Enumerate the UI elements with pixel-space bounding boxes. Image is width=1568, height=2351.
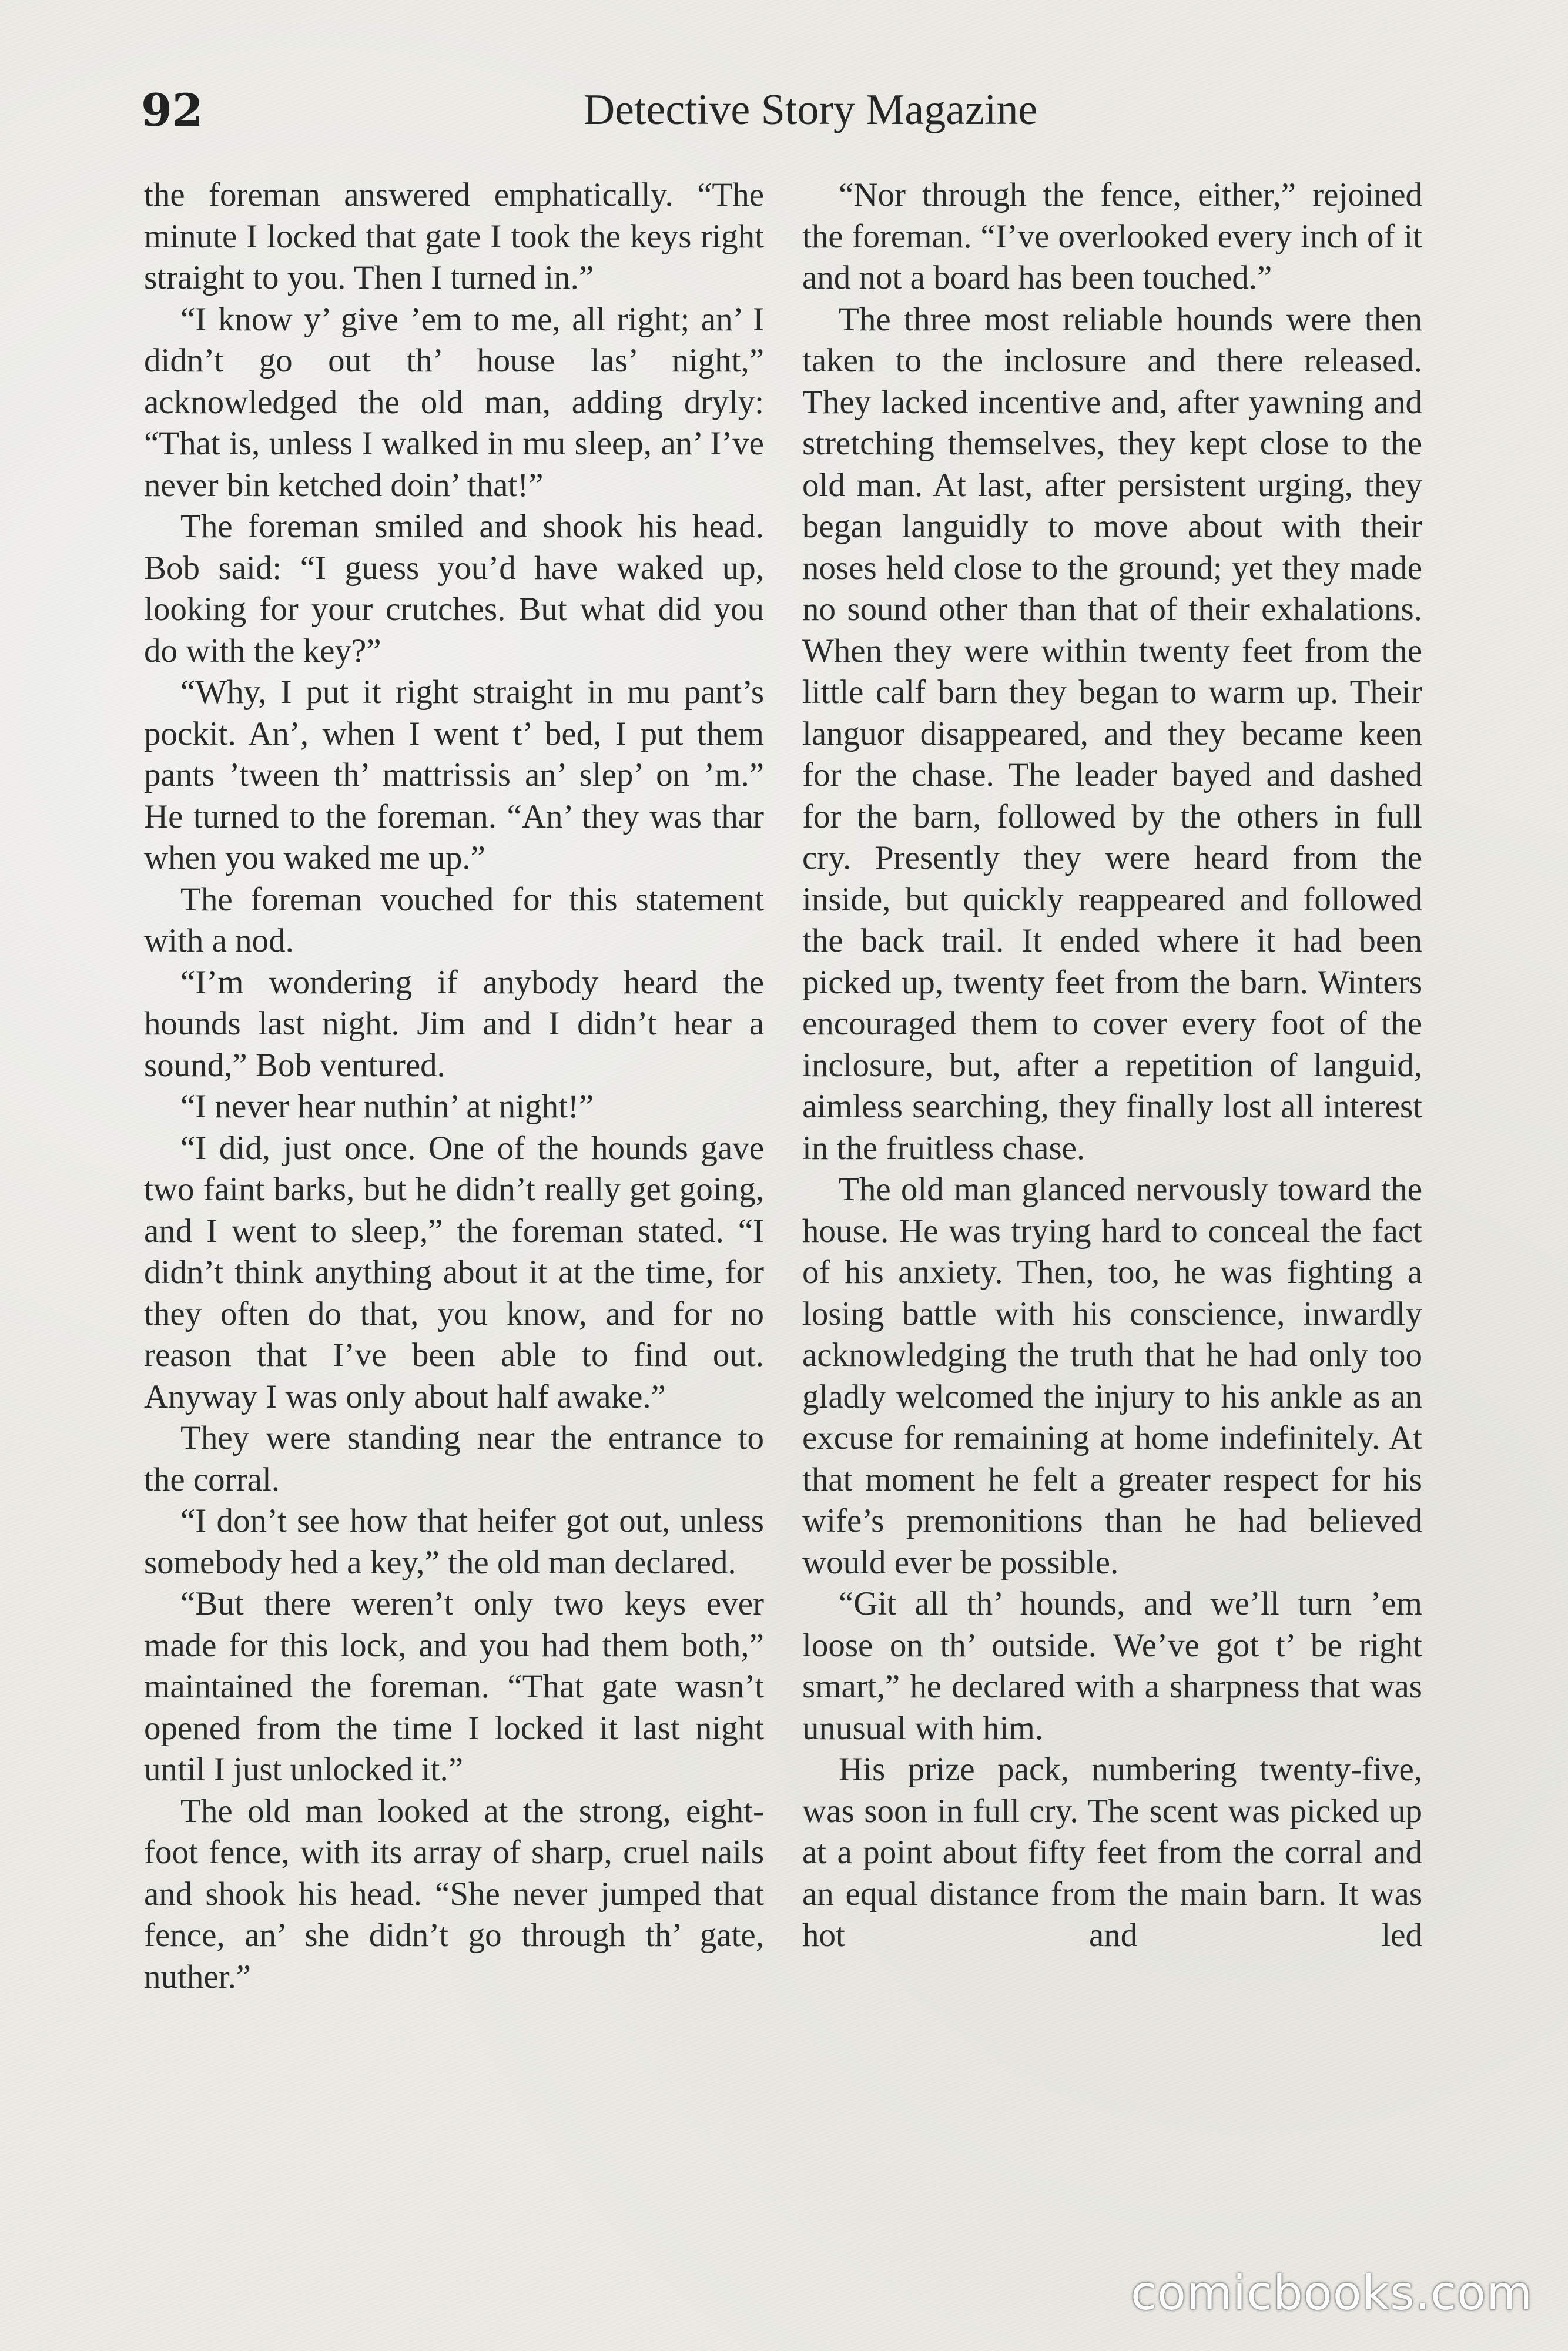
running-title: Detective Story Magazine [583, 86, 1038, 134]
paragraph: “I did, just once. One of the hounds gave two faint barks, but he didn’t really get going, and I went to sleep,” the foreman stated. “I didn’t think anything about it at the time, for they often do that, you know, and for no reason that I’ve been able to find out. Anyway I was only about half awake.” [144, 1129, 764, 1415]
paragraph: “I’m wondering if anybody heard the hounds last night. Jim and I didn’t hear a sound,” Bob ventured. [144, 963, 764, 1084]
paragraph: “I know y’ give ’em to me, all right; an’ I didn’t go out th’ house las’ night,” acknowledged the old man, adding dryly: “That is, unless I walked in mu sleep, an’ I’ve never bin ketched doin’ that!” [144, 300, 764, 504]
left-column [144, 175, 764, 1998]
paragraph: The old man glanced nervously toward the house. He was trying hard to conceal the fact of his anxiety. Then, too, he was fighting a losing battle with his conscience, inwardly acknowledging the truth that he had only too gladly welcomed the injury to his ankle as an excuse for remaining at home indefinitely. At that moment he felt a greater respect for his wife’s premonitions than he had believed would ever be possible. [802, 1171, 1422, 1581]
watermark-logo: comicbooks.com [1130, 2266, 1533, 2320]
paragraph: the foreman answered emphatically. “The minute I locked that gate I took the keys right straight to you. Then I turned in.” [144, 176, 764, 296]
paragraph: “Why, I put it right straight in mu pant’s pockit. An’, when I went t’ bed, I put them pants ’tween th’ mattrissis an’ slep’ on ’m.” He turned to the foreman. “An’ they was thar when you waked me up.” [144, 674, 764, 876]
paragraph: The three most reliable hounds were then taken to the inclosure and there released. They lacked incentive and, after yawning and stretching themselves, they kept close to the old man. At last, after persistent urging, they began languidly to move about with their noses held close to the ground; yet they made no sound other than that of their exhalations. When they were within twenty feet from the little calf barn they began to warm up. Their languor disappeared, and they became keen for the chase. The leader bayed and dashed for the barn, followed by the others in full cry. Presently they were heard from the inside, but quickly reappeared and followed the back trail. It ended where it had been picked up, twenty feet from the barn. Winters encouraged them to cover every foot of the inclosure, but, after a repetition of languid, aimless searching, they finally lost all interest in the fruitless chase. [802, 300, 1422, 1167]
paragraph: “Git all th’ hounds, and we’ll turn ’em loose on th’ outside. We’ve got t’ be right smart,” he declared with a sharpness that was unusual with him. [802, 1585, 1422, 1747]
page-number: 92 [141, 84, 203, 136]
paragraph: The foreman smiled and shook his head. Bob said: “I guess you’d have waked up, looking for your crutches. But what did you do with the key?” [144, 508, 764, 669]
paragraph: His prize pack, numbering twenty-five, was soon in full cry. The scent was picked up at a point about fifty feet from the corral and an equal distance from the main barn. It was hot and led [802, 1751, 1422, 1954]
paragraph: “Nor through the fence, either,” rejoined the foreman. “I’ve overlooked every inch of it and not a board has been touched.” [802, 176, 1422, 296]
paragraph: The old man looked at the strong, eight-foot fence, with its array of sharp, cruel nails and shook his head. “She never jumped that fence, an’ she didn’t go through th’ gate, nuther.” [144, 1792, 764, 1995]
paragraph: “But there weren’t only two keys ever made for this lock, and you had them both,” maintained the foreman. “That gate wasn’t opened from the time I locked it last night until I just unlocked it.” [144, 1585, 764, 1788]
paragraph: The foreman vouched for this statement with a nod. [144, 880, 764, 959]
paragraph: “I never hear nuthin’ at night!” [180, 1088, 594, 1125]
right-column [802, 175, 1422, 1957]
paragraph: “I don’t see how that heifer got out, unless somebody hed a key,” the old man declared. [144, 1502, 764, 1581]
paragraph: They were standing near the entrance to the corral. [144, 1419, 764, 1498]
